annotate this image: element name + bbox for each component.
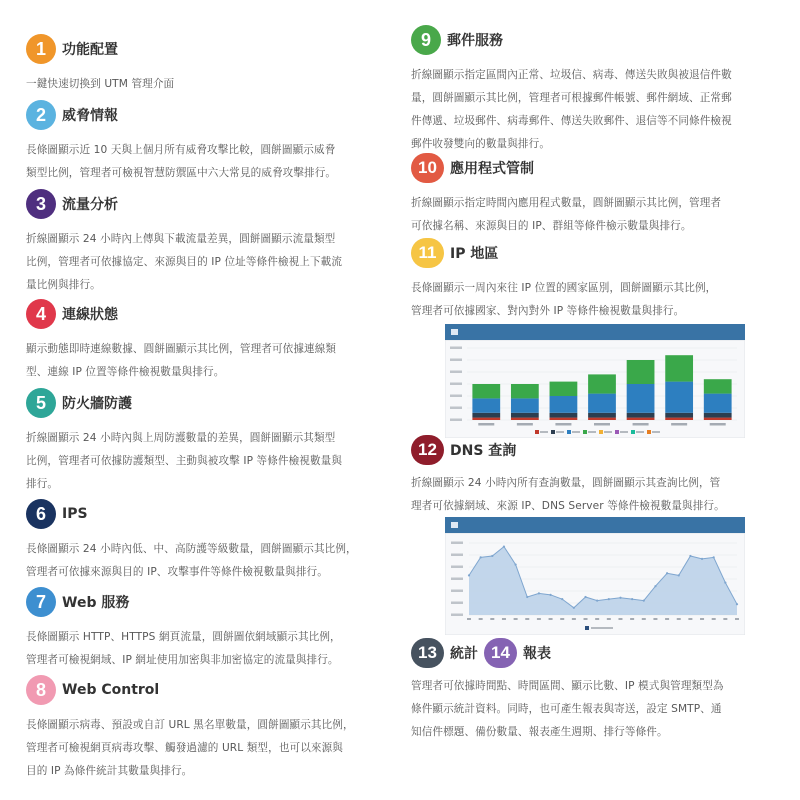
section-13-14 [411, 637, 773, 744]
data-point [515, 564, 517, 566]
y-tick-label-placeholder [451, 590, 463, 593]
desc-line: 理者可依據網域、來源 IP、DNS Server 等條件檢視數量與排行。 [411, 500, 725, 512]
section-desc-8 [26, 714, 398, 783]
x-tick-label-placeholder [525, 618, 529, 620]
bar-segment [588, 394, 616, 413]
desc-line: 類型比例，管理者可檢視智慧防禦區中六大常見的威脅攻擊排行。 [26, 167, 337, 179]
bar-segment [550, 396, 578, 413]
x-tick-label-placeholder [618, 618, 622, 620]
x-tick-label-placeholder [677, 618, 681, 620]
ip-region-bar-chart [445, 340, 745, 438]
data-point [689, 555, 691, 557]
data-point [561, 598, 563, 600]
legend-swatch [585, 626, 589, 630]
section-desc-5 [26, 427, 398, 496]
desc-line: 比例，管理者可依據防護類型、主動與被攻擊 IP 等條件檢視數量與 [26, 455, 343, 467]
section-desc-9 [411, 64, 773, 156]
section-7 [26, 586, 398, 672]
data-point [643, 600, 645, 602]
data-point [724, 582, 726, 584]
x-tick-label-placeholder [594, 423, 610, 426]
x-tick-label-placeholder [712, 618, 716, 620]
data-point [538, 592, 540, 594]
data-point [491, 555, 493, 557]
section-title-8: Web Control [62, 682, 160, 698]
desc-line: 一鍵快速切換到 UTM 管理介面 [26, 78, 175, 90]
bar-segment [472, 398, 500, 412]
desc-line: 顯示動態即時連線數據、圓餅圖顯示其比例，管理者可依據連線類 [26, 343, 337, 355]
section-5 [26, 387, 398, 496]
x-tick-label-placeholder [514, 618, 518, 620]
number-badge-8: 8 [26, 675, 56, 705]
desc-line: 長條圖顯示一周內來往 IP 位置的國家區別，圓餅圖顯示其比例， [411, 282, 717, 294]
x-tick-label-placeholder [490, 618, 494, 620]
data-point [678, 574, 680, 576]
chart-header-bar [445, 324, 745, 340]
bar-segment [704, 379, 732, 393]
y-tick-label-placeholder [450, 419, 462, 422]
chart-header-icon [451, 522, 458, 528]
data-point [666, 572, 668, 574]
dns-query-chart-panel [445, 517, 745, 639]
number-badge-12: 12 [411, 435, 444, 465]
desc-line: 型、連線 IP 位置等條件檢視數量與排行。 [26, 366, 225, 378]
number-badge-5: 5 [26, 388, 56, 418]
x-tick-label-placeholder [537, 618, 541, 620]
section-12 [411, 434, 773, 518]
section-11 [411, 237, 773, 323]
bar-segment [627, 418, 655, 420]
legend-label-placeholder [591, 627, 613, 629]
section-1 [26, 33, 398, 96]
desc-line: 長條圖顯示近 10 天與上個月所有威脅攻擊比較，圓餅圖顯示威脅 [26, 144, 336, 156]
section-title-5: 防火牆防護 [62, 396, 132, 412]
desc-line: 折線圖顯示指定區間內正常、垃圾信、病毒、傳送失敗與被退信件數 [411, 69, 732, 81]
number-badge-1: 1 [26, 34, 56, 64]
section-desc-11 [411, 277, 773, 323]
section-title-12: DNS 查詢 [450, 443, 517, 459]
bar-segment [472, 418, 500, 420]
desc-line: 管理者可檢視網頁病毒攻擊、觸發過濾的 URL 類型，也可以來源與 [26, 742, 343, 754]
bar-segment [588, 374, 616, 393]
ip-region-chart-panel [445, 324, 745, 442]
number-badge-7: 7 [26, 587, 56, 617]
chart-header-bar [445, 517, 745, 533]
section-title-11: IP 地區 [450, 246, 499, 262]
x-tick-label-placeholder [735, 618, 739, 620]
bar-segment [665, 413, 693, 418]
x-tick-label-placeholder [633, 423, 649, 426]
desc-line: 比例，管理者可依據協定、來源與目的 IP 位址等條件檢視上下載流 [26, 256, 343, 268]
dns-query-area-chart [445, 533, 745, 635]
x-tick-label-placeholder [517, 423, 533, 426]
bar-segment [511, 418, 539, 420]
number-badge-9: 9 [411, 25, 441, 55]
x-tick-label-placeholder [700, 618, 704, 620]
section-title-9: 郵件服務 [447, 33, 503, 49]
section-desc-1 [26, 73, 398, 96]
data-point [608, 598, 610, 600]
y-tick-label-placeholder [451, 554, 463, 557]
data-point [526, 596, 528, 598]
number-badge-13: 13 [411, 638, 444, 668]
data-point [468, 574, 470, 576]
y-tick-label-placeholder [451, 542, 463, 545]
section-desc-3 [26, 228, 398, 297]
bar-segment [588, 413, 616, 418]
x-tick-label-placeholder [595, 618, 599, 620]
desc-line: 目的 IP 為條件統計其數量與排行。 [26, 765, 193, 777]
bar-segment [627, 360, 655, 384]
data-point [713, 556, 715, 558]
data-point [503, 546, 505, 548]
section-desc-7 [26, 626, 398, 672]
data-point [631, 598, 633, 600]
legend-label-placeholder [588, 431, 596, 433]
x-tick-label-placeholder [560, 618, 564, 620]
x-tick-label-placeholder [607, 618, 611, 620]
desc-line: 量，圓餅圖顯示其比例，管理者可根據郵件帳號、郵件網域、正常郵 [411, 92, 732, 104]
section-desc-12 [411, 472, 773, 518]
number-badge-10: 10 [411, 153, 444, 183]
section-title-4: 連線狀態 [62, 307, 118, 323]
desc-line: 折線圖顯示指定時間內應用程式數量，圓餅圖顯示其比例，管理者 [411, 197, 722, 209]
y-tick-label-placeholder [450, 359, 462, 362]
desc-line: 折線圖顯示 24 小時內所有查詢數量，圓餅圖顯示其查詢比例，管 [411, 477, 721, 489]
bar-segment [704, 418, 732, 420]
desc-line: 折線圖顯示 24 小時內上傳與下載流量差異，圓餅圖顯示流量類型 [26, 233, 336, 245]
desc-line: 郵件收發雙向的數量與排行。 [411, 138, 551, 150]
desc-line: 量比例與排行。 [26, 279, 101, 291]
x-tick-label-placeholder [723, 618, 727, 620]
legend-label-placeholder [636, 431, 644, 433]
desc-line: 件傳遞、垃圾郵件、病毒郵件、傳送失敗郵件、退信等不同條件檢視 [411, 115, 732, 127]
number-badge-14: 14 [484, 638, 517, 668]
data-point [736, 603, 738, 605]
x-tick-label-placeholder [584, 618, 588, 620]
x-tick-label-placeholder [479, 618, 483, 620]
bar-segment [550, 382, 578, 396]
data-point [573, 607, 575, 609]
bar-segment [550, 418, 578, 420]
bar-segment [704, 413, 732, 418]
legend-label-placeholder [572, 431, 580, 433]
number-badge-2: 2 [26, 100, 56, 130]
y-tick-label-placeholder [450, 371, 462, 374]
section-9 [411, 24, 773, 156]
chart-header-icon [451, 329, 458, 335]
desc-line: 管理者可依據來源與目的 IP、攻擊事件等條件檢視數量與排行。 [26, 566, 328, 578]
x-tick-label-placeholder [653, 618, 657, 620]
x-tick-label-placeholder [630, 618, 634, 620]
bar-segment [665, 382, 693, 413]
desc-line: 排行。 [26, 478, 59, 490]
section-title-2: 威脅情報 [62, 108, 118, 124]
x-tick-label-placeholder [502, 618, 506, 620]
y-tick-label-placeholder [450, 383, 462, 386]
section-3 [26, 188, 398, 297]
bar-segment [627, 413, 655, 418]
data-point [619, 597, 621, 599]
section-2 [26, 99, 398, 185]
bar-segment [511, 413, 539, 418]
y-tick-label-placeholder [450, 407, 462, 410]
data-point [654, 585, 656, 587]
section-title-1: 功能配置 [62, 42, 118, 58]
section-title-7: Web 服務 [62, 595, 130, 611]
x-tick-label-placeholder [665, 618, 669, 620]
section-4 [26, 298, 398, 384]
y-tick-label-placeholder [450, 347, 462, 350]
number-badge-3: 3 [26, 189, 56, 219]
number-badge-6: 6 [26, 499, 56, 529]
x-tick-label-placeholder [467, 618, 471, 620]
section-title-13: 統計 [450, 646, 478, 662]
y-tick-label-placeholder [450, 395, 462, 398]
y-tick-label-placeholder [451, 566, 463, 569]
x-tick-label-placeholder [572, 618, 576, 620]
section-desc-2 [26, 139, 398, 185]
bar-segment [665, 418, 693, 420]
bar-segment [472, 413, 500, 418]
desc-line: 長條圖顯示 24 小時內低、中、高防護等級數量，圓餅圖顯示其比例， [26, 543, 357, 555]
x-tick-label-placeholder [555, 423, 571, 426]
y-tick-label-placeholder [451, 602, 463, 605]
x-tick-label-placeholder [671, 423, 687, 426]
desc-line: 管理者可檢視網域、IP 網址使用加密與非加密協定的流量與排行。 [26, 654, 339, 666]
bar-segment [588, 418, 616, 420]
x-tick-label-placeholder [549, 618, 553, 620]
section-10 [411, 152, 773, 238]
desc-line: 長條圖顯示 HTTP、HTTPS 網頁流量，圓餅圖依網域顯示其比例， [26, 631, 341, 643]
data-point [480, 556, 482, 558]
desc-line: 可依據名稱、來源與目的 IP、群組等條件檢示數量與排行。 [411, 220, 692, 232]
number-badge-11: 11 [411, 238, 444, 268]
legend-label-placeholder [652, 431, 660, 433]
x-tick-label-placeholder [688, 618, 692, 620]
desc-line: 管理者可依據國家、對內對外 IP 等條件檢視數量與排行。 [411, 305, 685, 317]
legend-label-placeholder [540, 431, 548, 433]
section-desc-10 [411, 192, 773, 238]
data-point [584, 596, 586, 598]
legend-label-placeholder [620, 431, 628, 433]
x-tick-label-placeholder [642, 618, 646, 620]
data-point [549, 594, 551, 596]
desc-line: 折線圖顯示 24 小時內與上周防護數量的差異，圓餅圖顯示其類型 [26, 432, 336, 444]
legend-label-placeholder [604, 431, 612, 433]
desc-line: 長條圖顯示病毒、預設或自訂 URL 黑名單數量，圓餅圖顯示其比例， [26, 719, 354, 731]
section-8 [26, 674, 398, 783]
section-6 [26, 498, 398, 584]
desc-line: 知信件標題、備份數量、報表產生週期、排行等條件。 [411, 726, 668, 738]
desc-line: 管理者可依據時間點、時間區間、顯示比數、IP 模式與管理類型為 [411, 680, 724, 692]
bar-segment [665, 355, 693, 381]
section-title-6: IPS [62, 506, 88, 522]
section-title-10: 應用程式管制 [450, 161, 534, 177]
section-title-3: 流量分析 [62, 197, 118, 213]
y-tick-label-placeholder [451, 578, 463, 581]
y-tick-label-placeholder [451, 614, 463, 617]
legend-label-placeholder [556, 431, 564, 433]
data-point [596, 600, 598, 602]
section-desc-6 [26, 538, 398, 584]
bar-segment [627, 384, 655, 413]
bar-segment [550, 413, 578, 418]
section-title-14: 報表 [523, 646, 551, 662]
bar-segment [472, 384, 500, 398]
number-badge-4: 4 [26, 299, 56, 329]
desc-line: 條件顯示統計資料。同時，也可產生報表與寄送，設定 SMTP、通 [411, 703, 722, 715]
x-tick-label-placeholder [478, 423, 494, 426]
bar-segment [511, 384, 539, 398]
section-desc-4 [26, 338, 398, 384]
data-point [701, 558, 703, 560]
section-desc-14 [411, 675, 773, 744]
x-tick-label-placeholder [710, 423, 726, 426]
bar-segment [511, 398, 539, 412]
bar-segment [704, 394, 732, 413]
